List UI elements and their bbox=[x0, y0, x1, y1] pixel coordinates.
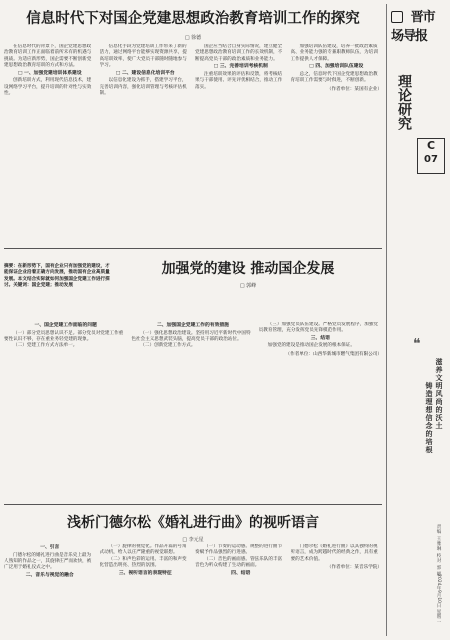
page-number: 07 bbox=[424, 154, 438, 165]
article-1-byline: □ 徐德 bbox=[184, 35, 202, 41]
subheading: 一、引言 bbox=[40, 545, 60, 550]
editor-credits: 责编 王雅琳 校对 郭 娜 bbox=[436, 524, 441, 577]
paragraph: 国企应当结合自身实际情况，建立健全党建思想政治教育培训工作的长效机制，不断提高党员干部的政治素质和业务能力。 bbox=[195, 44, 283, 62]
issue-date: 2024年9月10日 星期二 bbox=[436, 574, 441, 623]
section-title: 理论研究 bbox=[396, 74, 412, 130]
subheading: 三、视听语言的表现特征 bbox=[118, 570, 172, 576]
subheading: 四、结语 bbox=[231, 570, 251, 576]
paragraph: （三）加强党员队伍建设。严格党员发展程序，加强党员教育管理，充分发挥党员先锋模范作用。 bbox=[258, 322, 378, 334]
paragraph: （一）部分党员思想认识不足。部分党员对党建工作重要性认识不够，存在重业务轻党建的现象。 bbox=[4, 330, 124, 342]
article-2-byline: □ 郭峰 bbox=[239, 283, 257, 289]
article-1-headline: 信息时代下对国企党建思想政治教育培训工作的探究 bbox=[26, 10, 360, 27]
article-3-byline: □ 李元星 bbox=[182, 537, 204, 543]
page-letter: C bbox=[426, 139, 436, 152]
paragraph: （一）节奏的运动感。规整的进行曲节奏赋予作品强烈的行进感。 bbox=[195, 544, 283, 556]
paragraph: （二）和声色彩的运用。丰富的和声变化营造出明亮、热烈的氛围。 bbox=[99, 556, 187, 569]
masthead-logo bbox=[391, 6, 443, 68]
paragraph: 门德尔松《婚礼进行曲》以其独特的视听语言，成为跨越时代的经典之作，具有重要的艺术价值。 bbox=[290, 544, 378, 562]
subheading: □ 三、完善培训考核机制 bbox=[213, 64, 268, 70]
article-1 bbox=[4, 4, 382, 244]
article-2-column-3 bbox=[259, 322, 382, 522]
article-2 bbox=[4, 252, 382, 524]
quote-mark-icon: ❝ bbox=[413, 336, 421, 352]
article-2-columns bbox=[4, 322, 382, 522]
subheading: 一、国企党建工作面临的问题 bbox=[34, 323, 97, 328]
subheading: □ 四、加强培训队伍建设 bbox=[309, 64, 364, 70]
article-3-column-4 bbox=[291, 544, 383, 636]
section-divider bbox=[4, 504, 382, 505]
article-3 bbox=[4, 508, 382, 636]
article-2-column-2 bbox=[131, 322, 254, 522]
paragraph: 注重培训效果的评估和反馈，将考核结果与干部使用、评先评优相结合，推动工作落实。 bbox=[195, 71, 283, 90]
article-2-abstract: 摘要：在新形势下，国有企业只有加强党的建设，才能保证企业沿着正确方向发展，推动国有企业高质量发展。本文结合实际就如何加强国企党建工作进行探讨。关键词：国企党建；推动发展 bbox=[4, 264, 110, 289]
slogan-line-1: 滋养文明风尚的沃土 bbox=[435, 358, 444, 430]
paragraph: 创新培训方式，利用现代信息技术，建设网络学习平台，提升培训的针对性与实效性。 bbox=[4, 78, 92, 97]
paragraph: 总之，信息时代下国企党建思想政治教育培训工作需要与时俱进，不断创新。 bbox=[290, 71, 378, 84]
page-number-box bbox=[417, 138, 445, 174]
author-note: （作者单位：某国有企业） bbox=[326, 86, 382, 92]
author-note: （作者单位：山西华新城市燃气集团有限公司） bbox=[285, 351, 382, 357]
section-divider bbox=[4, 248, 382, 249]
paragraph: 在信息时代的背景下，国企党建思想政治教育培训工作正面临着前所未有的机遇与挑战。为适应新形势，国企需要不断创新党建思想政治教育培训的方式和方法。 bbox=[4, 44, 92, 69]
main-content bbox=[4, 4, 382, 636]
paragraph: 加强党的建设是推动国企发展的根本保证。 bbox=[267, 343, 355, 349]
paragraph: 信息化手段为党建培训工作带来了新的活力，通过网络平台能够实现资源共享，提高培训效率，使广大党员干部随时随地参与学习。 bbox=[99, 44, 187, 69]
subheading: □ 一、加强党建培训体系建设 bbox=[17, 70, 82, 76]
subheading: □ 二、建设信息化培训平台 bbox=[115, 70, 175, 76]
subheading: 三、结语 bbox=[310, 335, 330, 341]
slogan-line-2: 铸造理想信念的培根 bbox=[425, 382, 434, 454]
paragraph: 门德尔松的婚礼进行曲是音乐史上最为人熟知的作品之一，其旋律庄严而欢快，被广泛用于婚礼仪式之中。 bbox=[4, 552, 92, 571]
paragraph: （二）创新党建工作方式。 bbox=[140, 343, 196, 349]
paragraph: （二）音色的画面感。管弦乐队的丰富音色为听众构建了生动的画面。 bbox=[195, 556, 283, 569]
paragraph: 加强培训队伍建设，培养一批政治素质高、业务能力强的专兼职教师队伍，为培训工作提供人才保障。 bbox=[290, 44, 378, 62]
author-note: （作者单位：某音乐学院） bbox=[326, 565, 382, 571]
article-1-column-4 bbox=[291, 44, 383, 242]
article-3-columns bbox=[4, 544, 382, 636]
article-2-column-1 bbox=[4, 322, 127, 522]
article-1-column-1 bbox=[4, 44, 96, 242]
subheading: 二、音乐与视觉的融合 bbox=[25, 572, 74, 578]
article-2-headline: 加强党的建设 推动国企发展 bbox=[161, 261, 335, 277]
article-1-columns bbox=[4, 44, 382, 242]
subheading: 二、加强国企党建工作的有效措施 bbox=[157, 323, 229, 328]
paragraph: （二）党建工作方式方法单一。 bbox=[13, 343, 78, 349]
logo-mark-icon bbox=[391, 11, 403, 23]
paragraph: （一）旋律的视觉化。作品开篇的号角式动机，给人以庄严隆重的视觉联想。 bbox=[99, 544, 187, 556]
masthead-title: 晋市场导报 bbox=[391, 10, 435, 44]
article-3-column-2 bbox=[100, 544, 192, 636]
article-3-headline: 浅析门德尔松《婚礼进行曲》的视听语言 bbox=[67, 515, 319, 531]
article-3-column-1 bbox=[4, 544, 96, 636]
paragraph: （一）强化思想政治建设。坚持用习近平新时代中国特色社会主义思想武装头脑，提高党员干部的政治站位。 bbox=[131, 330, 251, 342]
paragraph: 以信息化建设为抓手，搭建学习平台，完善培训内容，强化培训管理与考核评估机制。 bbox=[99, 78, 187, 97]
article-1-column-2 bbox=[100, 44, 192, 242]
article-1-column-3 bbox=[195, 44, 287, 242]
sidebar bbox=[386, 4, 447, 636]
article-3-column-3 bbox=[195, 544, 287, 636]
